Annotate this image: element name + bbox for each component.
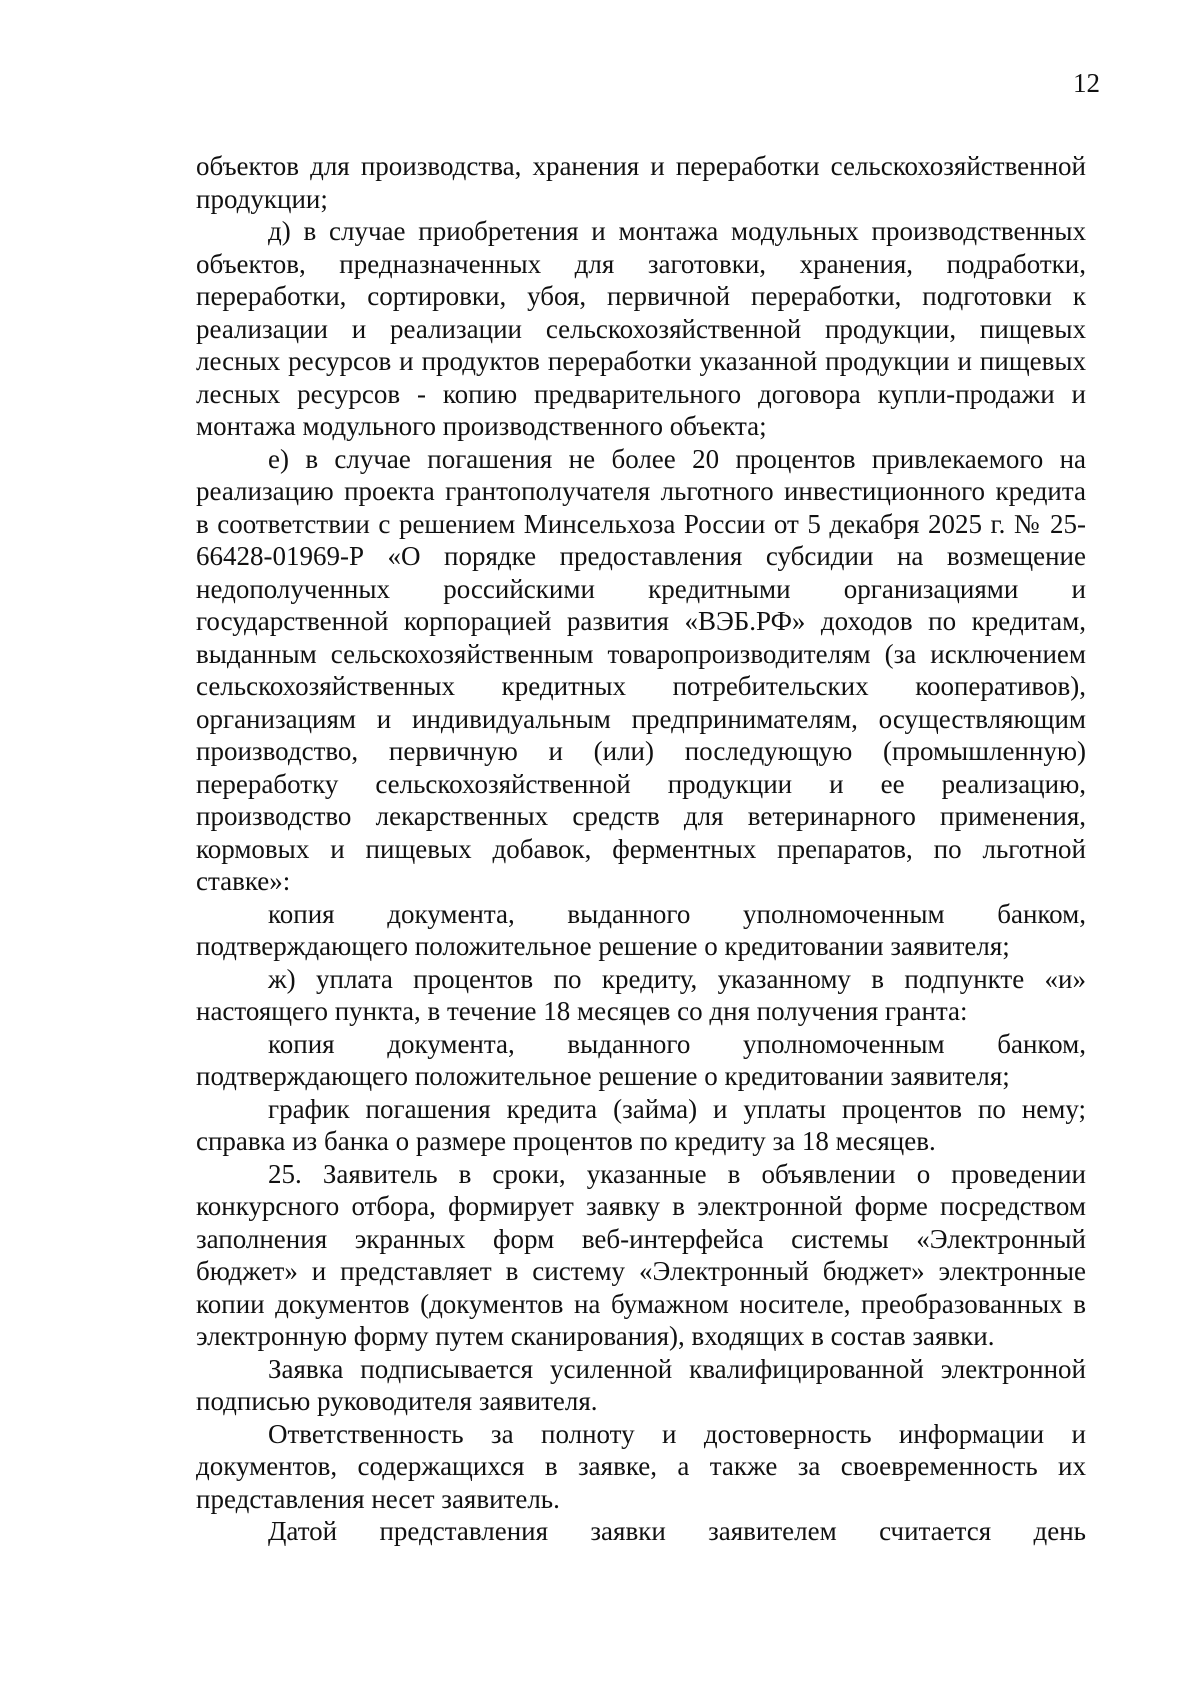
paragraph-submission-date: Датой представления заявки заявителем считается день [268, 1516, 1086, 1546]
paragraph-item-zh: ж) уплата процентов по кредиту, указанному в подпункте «и» настоящего пункта, в течение 18 месяцев со дня получения гранта: [196, 963, 1086, 1026]
page-number: 12 [1073, 68, 1100, 98]
paragraph-item-e: е) в случае погашения не более 20 процентов привлекаемого на реализацию проекта грантополучателя льготного инвестиционного кредита в соответствии с решением Минсельхоза России от 5 декабря 2025 г. № 25-66428-01969-Р «О порядке предоставления субсидии на возмещение недополученных российскими кредитными организациями и государственной корпорацией развития «ВЭБ.РФ» доходов по кредитам, выданным сельскохозяйственным товаропроизводителям (за исключением сельскохозяйственных кредитных потребительских кооперативов), организациям и индивидуальным предпринимателям, осуществляющим производство, первичную и (или) последующую (промышленную) переработку сельскохозяйственной продукции и ее реализацию, производство лекарственных средств для ветеринарного применения, кормовых и пищевых добавок, ферментных препаратов, по льготной ставке»: [196, 443, 1086, 896]
paragraph-responsibility: Ответственность за полноту и достоверность информации и документов, содержащихся в заявке, а также за своевременность их представления несет заявитель. [196, 1418, 1086, 1514]
paragraph-bank-document-copy-2: копия документа, выданного уполномоченным банком, подтверждающего положительное решение о кредитовании заявителя; [196, 1028, 1086, 1091]
paragraph-continuation: объектов для производства, хранения и переработки сельскохозяйственной продукции; [196, 151, 1086, 214]
paragraph-repayment-schedule: график погашения кредита (займа) и уплаты процентов по нему; справка из банка о размере процентов по кредиту за 18 месяцев. [196, 1093, 1086, 1156]
paragraph-application-signature: Заявка подписывается усиленной квалифицированной электронной подписью руководителя заявителя. [196, 1353, 1086, 1416]
document-body [196, 150, 1086, 1548]
paragraph-section-25: 25. Заявитель в сроки, указанные в объявлении о проведении конкурсного отбора, формирует заявку в электронной форме посредством заполнения экранных форм веб-интерфейса системы «Электронный бюджет» и представляет в систему «Электронный бюджет» электронные копии документов (документов на бумажном носителе, преобразованных в электронную форму путем сканирования), входящих в состав заявки. [196, 1158, 1086, 1351]
paragraph-bank-document-copy: копия документа, выданного уполномоченным банком, подтверждающего положительное решение о кредитовании заявителя; [196, 898, 1086, 961]
paragraph-item-d: д) в случае приобретения и монтажа модульных производственных объектов, предназначенных для заготовки, хранения, подработки, переработки, сортировки, убоя, первичной переработки, подготовки к реализации и реализации сельскохозяйственной продукции, пищевых лесных ресурсов и продуктов переработки указанной продукции и пищевых лесных ресурсов - копию предварительного договора купли-продажи и монтажа модульного производственного объекта; [196, 216, 1086, 441]
